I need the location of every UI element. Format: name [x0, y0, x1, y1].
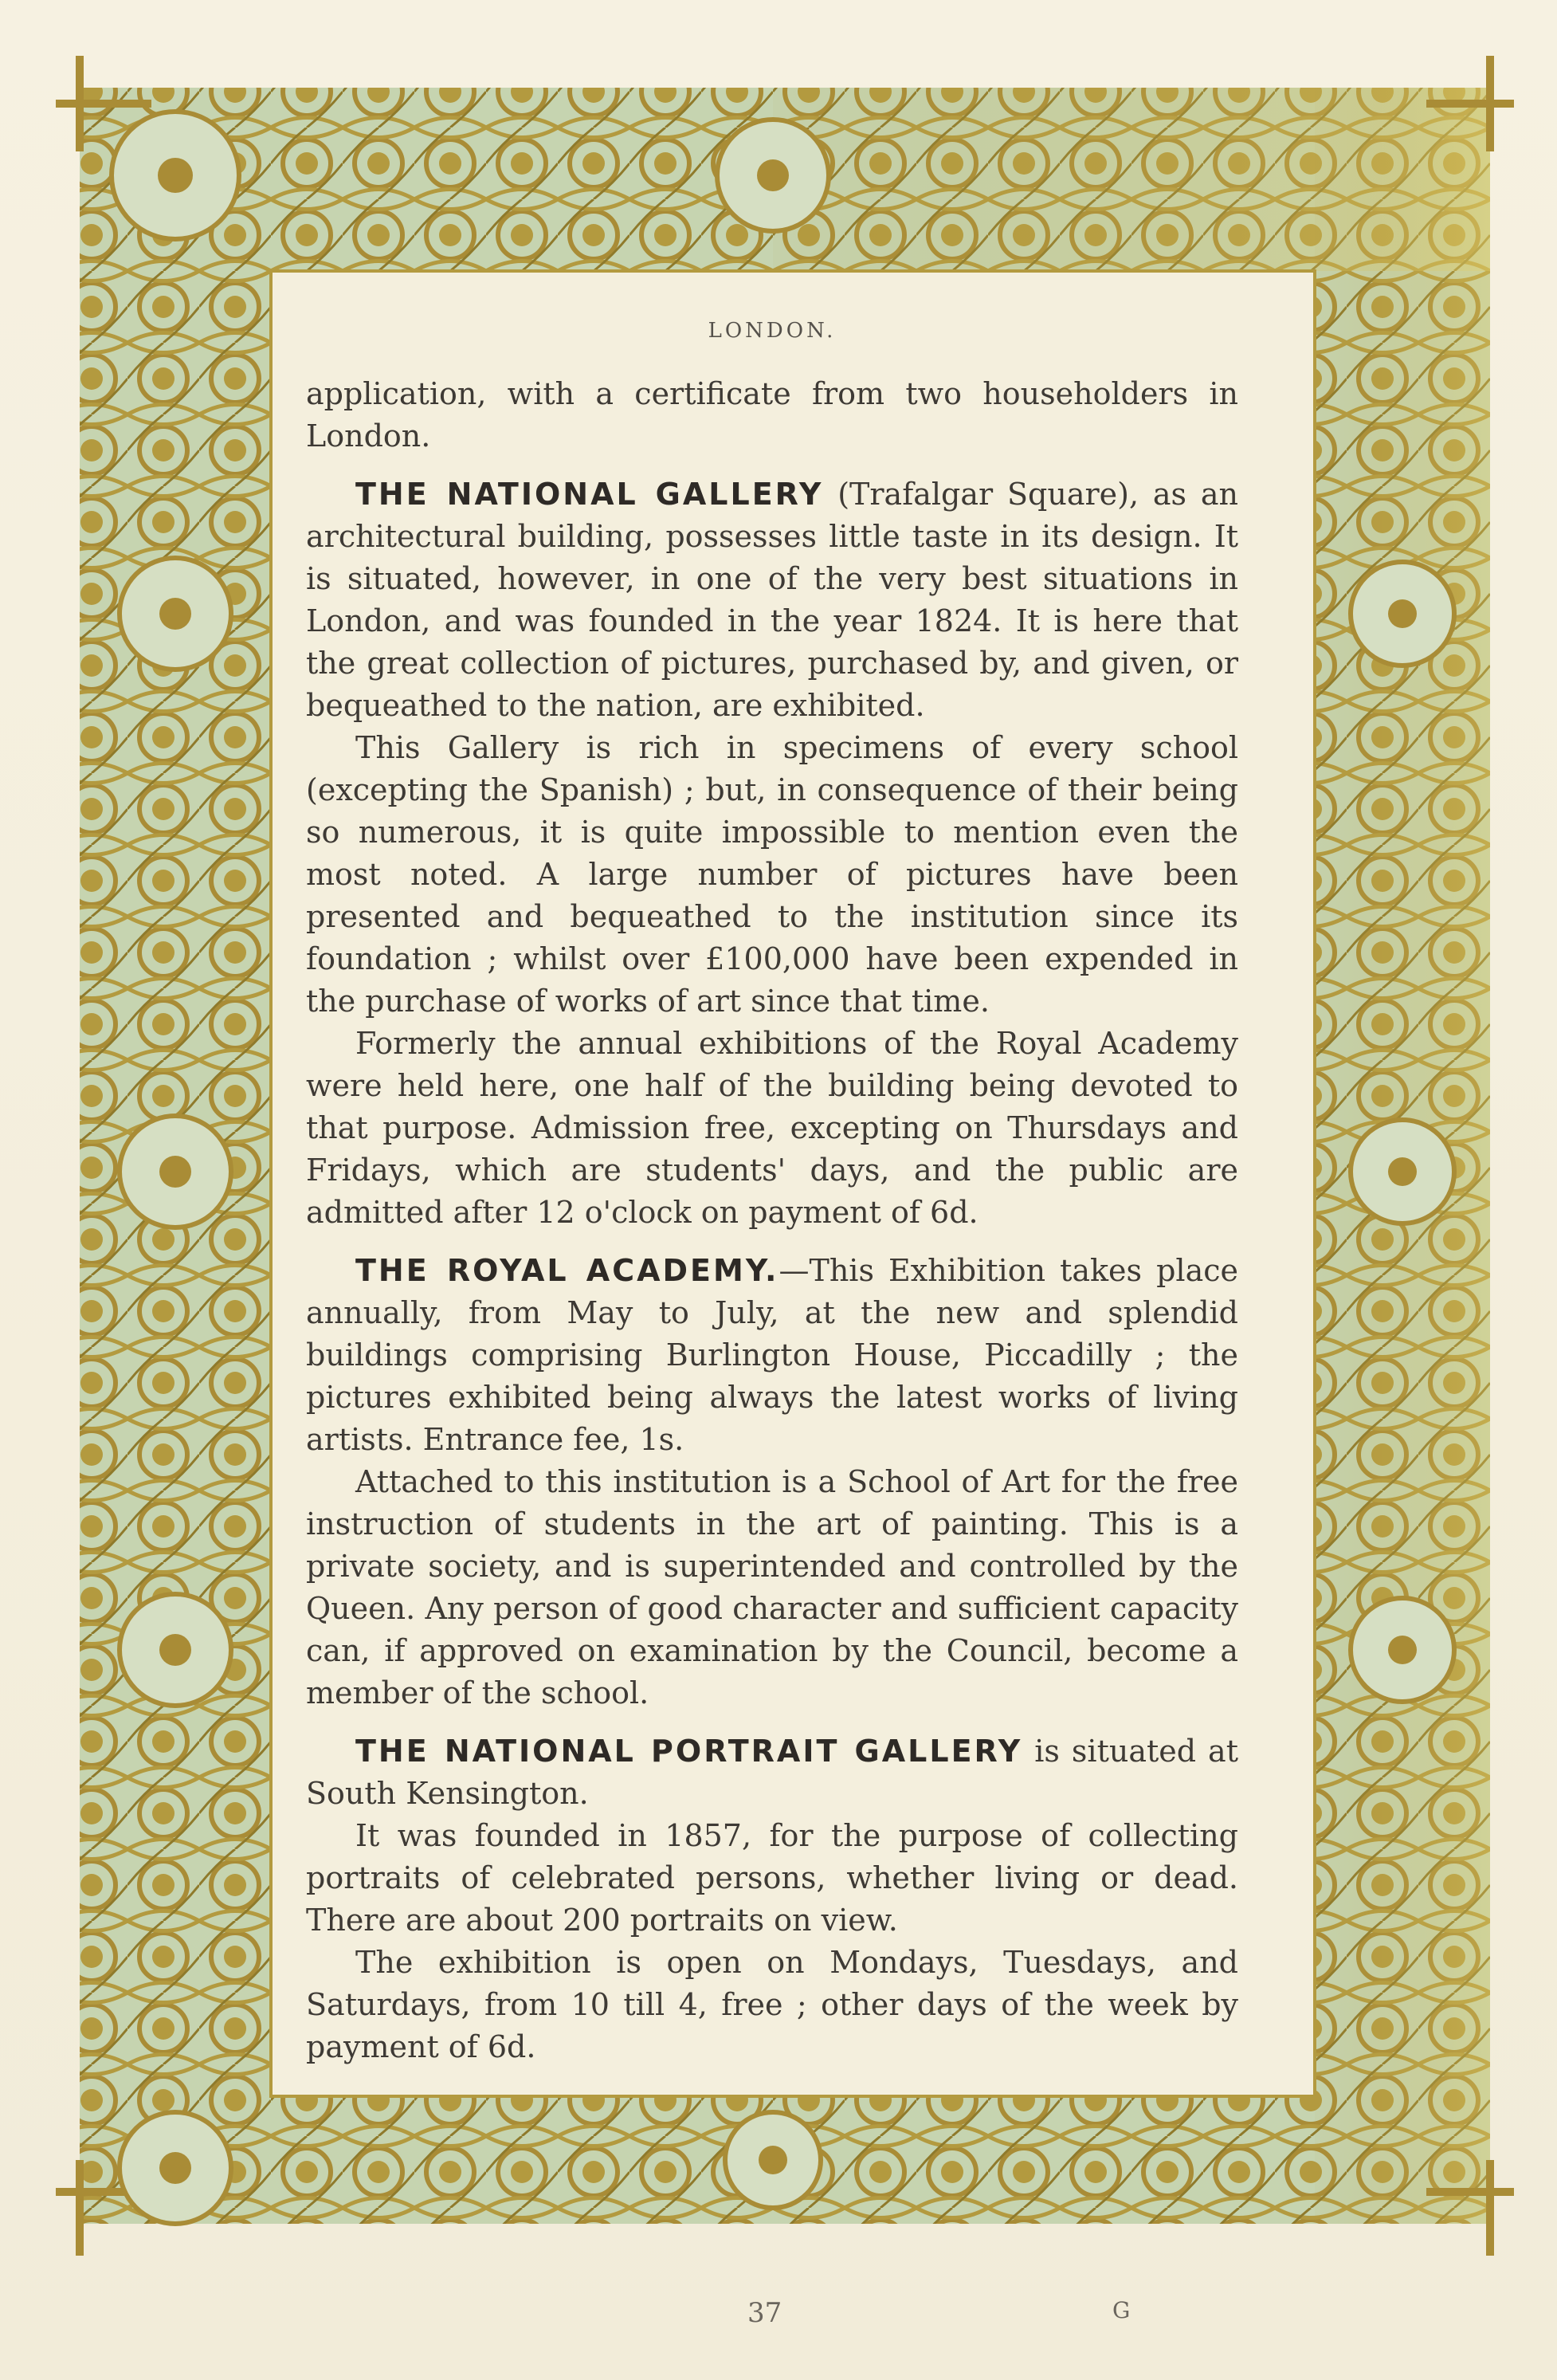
- paragraph-royal-academy: [306, 1250, 1238, 1461]
- paragraph-school-of-art: Attached to this institution is a School of Art for the free instruction of students in the art of painting. This is a private society, and is superintended and controlled by the Queen. Any person of good character and sufficient capacity can, if approved on examination by the Council, become a member of the school.: [306, 1464, 1238, 1710]
- paragraph-gallery-collection: This Gallery is rich in specimens of every school (excepting the Spanish) ; but, in consequence of their being so numerous, it is quite impossible to mention even the most noted. A large number of pictures have been presented and bequeathed to the institution since its foundation ; whilst over £100,000 have been expended in the purchase of works of art since that time.: [306, 730, 1238, 1019]
- paragraph-portrait-hours: The exhibition is open on Mondays, Tuesdays, and Saturdays, from 10 till 4, free ; other days of the week by payment of 6d.: [306, 1945, 1238, 2064]
- page-number: 37: [747, 2297, 782, 2329]
- signature-mark: G: [1112, 2297, 1131, 2323]
- paragraph-portrait-founding: It was founded in 1857, for the purpose of collecting portraits of celebrated persons, whether living or dead. There are about 200 portraits on view.: [306, 1818, 1238, 1938]
- text-block: [306, 319, 1238, 2068]
- paragraph-continuation: application, with a certificate from two householders in London.: [306, 376, 1238, 454]
- paragraph-national-gallery: [306, 473, 1238, 727]
- heading-national-gallery: THE NATIONAL GALLERY: [355, 477, 824, 512]
- text-national-gallery: (Trafalgar Square), as an architectural building, possesses little taste in its design. It is situated, however, in one of the very best situations in London, and was founded in the year 1824. It is here that the great collection of pictures, purchased by, and given, or bequeathed to the nation, are exhibited.: [306, 477, 1238, 723]
- heading-portrait-gallery: THE NATIONAL PORTRAIT GALLERY: [355, 1734, 1023, 1769]
- running-head: LONDON.: [708, 319, 837, 343]
- text-royal-academy: —This Exhibition takes place annually, from May to July, at the new and splendid buildings comprising Burlington House, Piccadilly ; the pictures exhibited being always the latest works of living artists. Entrance fee, 1s.: [306, 1253, 1238, 1457]
- text-portrait-gallery: is situated at South Kensington.: [306, 1734, 1238, 1811]
- paragraph-royal-academy-history: Formerly the annual exhibitions of the Royal Academy were held here, one half of the building being devoted to that purpose. Admission free, excepting on Thursdays and Fridays, which are students' days, and the public are admitted after 12 o'clock on payment of 6d.: [306, 1026, 1238, 1230]
- paragraph-portrait-gallery: [306, 1730, 1238, 1815]
- heading-royal-academy: THE ROYAL ACADEMY.: [355, 1253, 779, 1288]
